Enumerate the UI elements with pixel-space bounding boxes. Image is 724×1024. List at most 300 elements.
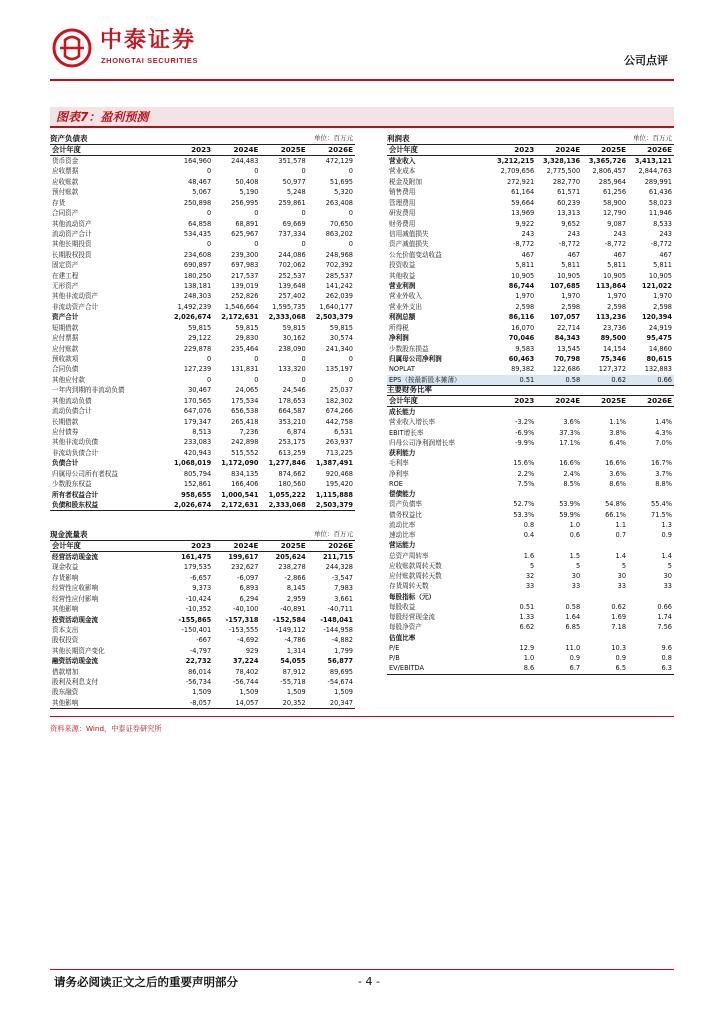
table-row bbox=[387, 250, 674, 260]
table-row bbox=[50, 698, 355, 709]
cell-value: 89,500 bbox=[600, 334, 627, 343]
cell-value: 0.9 bbox=[661, 531, 672, 539]
row-label: 资产合计 bbox=[52, 313, 79, 322]
cell-value: -8,057 bbox=[166, 698, 213, 709]
row-label: 税金及附加 bbox=[389, 177, 422, 186]
source-note: 资料来源：Wind，中泰证券研究所 bbox=[50, 724, 162, 733]
cell-value: 59,815 bbox=[235, 323, 259, 332]
row-label: 资本支出 bbox=[52, 625, 79, 634]
cell-value: 234,608 bbox=[183, 250, 212, 259]
cell-value: 199,617 bbox=[228, 553, 259, 561]
balance-sheet-table bbox=[50, 144, 355, 511]
row-label: 流动资产合计 bbox=[52, 229, 92, 238]
cell-value: 1,387,491 bbox=[315, 459, 353, 468]
cell-value: 25,037 bbox=[329, 386, 353, 395]
table-row bbox=[387, 448, 674, 458]
cell-value: 3,365,726 bbox=[588, 157, 627, 165]
table-row bbox=[387, 166, 674, 176]
footer-disclaimer: 请务必阅读正文之后的重要声明部分 bbox=[54, 975, 238, 989]
row-label: 应收票据 bbox=[52, 167, 79, 176]
table-row bbox=[387, 302, 674, 312]
cell-value: 55.4% bbox=[651, 500, 672, 509]
table-row bbox=[50, 323, 355, 333]
column-header-year: 2025E bbox=[582, 145, 628, 156]
cell-value: 30,467 bbox=[188, 386, 212, 395]
cell-value: 2,959 bbox=[286, 594, 306, 603]
table-header-row bbox=[387, 396, 674, 407]
cell-value: 6.62 bbox=[519, 623, 535, 632]
cell-value: 2,709,656 bbox=[500, 167, 535, 176]
row-label: 经营性应收影响 bbox=[52, 584, 99, 593]
figure-title: 图表7：盈利预测 bbox=[56, 110, 149, 124]
table-row bbox=[50, 385, 355, 395]
cell-value: 3,661 bbox=[334, 594, 353, 603]
column-header-year: 2026E bbox=[308, 541, 355, 552]
column-header-year: 2025E bbox=[260, 145, 307, 156]
cell-value: 1.0 bbox=[523, 654, 535, 662]
table-row bbox=[50, 187, 355, 197]
row-label: 股权投资 bbox=[52, 636, 79, 645]
column-header-year: 2023 bbox=[490, 145, 536, 156]
column-header-year: 2024E bbox=[536, 396, 582, 407]
document-type: 公司点评 bbox=[624, 54, 668, 67]
cell-value: 5 bbox=[621, 561, 627, 570]
income-statement-table bbox=[387, 144, 674, 386]
table-row bbox=[387, 417, 674, 427]
cell-value: -667 bbox=[196, 636, 212, 645]
table-row bbox=[387, 312, 674, 322]
cell-value: 86,744 bbox=[508, 282, 535, 291]
cell-value: 2,844,763 bbox=[638, 167, 672, 176]
cell-value: 122,686 bbox=[552, 365, 581, 374]
table-row bbox=[50, 291, 355, 301]
cell-value: 132,883 bbox=[644, 365, 672, 374]
row-label: 流动负债合计 bbox=[52, 407, 92, 416]
income-statement-unit: 单位：百万元 bbox=[633, 134, 672, 142]
table-row bbox=[387, 260, 674, 270]
cell-value: 353,210 bbox=[278, 417, 306, 426]
cell-value: 2,333,068 bbox=[268, 313, 306, 322]
row-label: 负债合计 bbox=[52, 459, 79, 468]
cell-value: 8.8% bbox=[655, 479, 672, 488]
cell-value: 179,535 bbox=[183, 563, 212, 572]
cell-value: 6.5 bbox=[582, 663, 628, 674]
row-label: EBIT增长率 bbox=[389, 428, 424, 437]
cell-value: 107,057 bbox=[550, 313, 581, 322]
cell-value: 52.7% bbox=[513, 500, 535, 509]
column-header-label: 会计年度 bbox=[387, 145, 490, 156]
cell-value: 2,598 bbox=[515, 302, 535, 311]
row-label: 利润总额 bbox=[389, 313, 416, 322]
row-label: 负债和股东权益 bbox=[50, 500, 166, 511]
cell-value: 120,394 bbox=[641, 313, 672, 322]
cell-value: 1,546,664 bbox=[224, 302, 259, 311]
column-header-year: 2024E bbox=[536, 145, 582, 156]
cell-value: 13,545 bbox=[557, 344, 581, 353]
column-header-year: 2023 bbox=[490, 396, 536, 407]
cell-value: 30 bbox=[571, 572, 581, 580]
cell-value: -54,674 bbox=[327, 678, 353, 687]
cell-value: 467 bbox=[567, 250, 581, 259]
table-row bbox=[387, 592, 674, 602]
column-header-year: 2023 bbox=[166, 541, 213, 552]
row-label: 其他非流动负债 bbox=[52, 438, 99, 447]
cell-value: 5,811 bbox=[653, 261, 672, 270]
cell-value: 0 bbox=[254, 355, 259, 364]
cell-value: 6,531 bbox=[334, 427, 353, 436]
column-header-year: 2024E bbox=[213, 541, 260, 552]
cell-value: 10,905 bbox=[511, 271, 535, 280]
cell-value: 282,770 bbox=[552, 177, 581, 186]
row-label: 成长能力 bbox=[389, 408, 416, 416]
cell-value: 152,861 bbox=[183, 480, 212, 489]
cell-value: 30 bbox=[663, 572, 672, 580]
cell-value: -40,891 bbox=[280, 605, 306, 614]
row-label: 股利及利息支付 bbox=[52, 678, 99, 687]
table-row bbox=[50, 437, 355, 447]
table-row bbox=[387, 530, 674, 540]
cell-value: 0.58 bbox=[536, 375, 582, 386]
table-row bbox=[387, 156, 674, 167]
column-header-year: 2023 bbox=[166, 145, 213, 156]
cell-value: 6.4% bbox=[609, 438, 627, 447]
row-label: 每股收益 bbox=[389, 602, 416, 611]
cell-value: 14,057 bbox=[213, 698, 260, 709]
row-label: 融资活动现金流 bbox=[52, 657, 99, 666]
cell-value: 1,314 bbox=[286, 646, 306, 655]
cell-value: 2,172,631 bbox=[213, 500, 260, 511]
cell-value: 6.85 bbox=[565, 623, 581, 632]
cell-value: 4.3% bbox=[655, 428, 672, 437]
row-label: 每股经营现金流 bbox=[389, 613, 436, 621]
cell-value: 37,224 bbox=[232, 657, 259, 666]
row-label: 净利率 bbox=[389, 469, 409, 478]
row-label: 投资收益 bbox=[389, 261, 416, 270]
cell-value: 1,068,019 bbox=[174, 459, 212, 468]
table-row bbox=[50, 417, 355, 427]
cell-value: 263,408 bbox=[325, 198, 353, 207]
row-label: 其他流动负债 bbox=[52, 396, 92, 405]
table-row bbox=[387, 229, 674, 239]
cell-value: 86,014 bbox=[188, 667, 212, 676]
row-label: 应付票据 bbox=[52, 334, 79, 343]
table-row bbox=[50, 479, 355, 489]
row-label: 其他非流动资产 bbox=[52, 292, 99, 301]
cell-value bbox=[582, 540, 628, 550]
cell-value: 7.56 bbox=[657, 623, 672, 632]
cell-value: 0.9 bbox=[569, 654, 581, 662]
cell-value: 8.6% bbox=[609, 479, 627, 488]
cell-value: 205,624 bbox=[275, 553, 306, 561]
cell-value: 164,960 bbox=[183, 157, 212, 165]
row-label: 营业外支出 bbox=[389, 302, 422, 311]
cell-value: 7.18 bbox=[611, 623, 627, 632]
cell-value: 127,239 bbox=[183, 365, 212, 374]
cell-value: 8,145 bbox=[286, 584, 306, 593]
cell-value: 1,115,888 bbox=[315, 490, 353, 499]
column-header-year: 2025E bbox=[260, 541, 307, 552]
row-label: 合同负债 bbox=[52, 365, 79, 374]
cell-value: 442,758 bbox=[325, 417, 353, 426]
column-header-year: 2026E bbox=[628, 145, 674, 156]
cell-value: 70,650 bbox=[329, 219, 353, 228]
cell-value: 20,352 bbox=[260, 698, 307, 709]
cell-value: 12,790 bbox=[602, 209, 627, 218]
table-row bbox=[50, 198, 355, 208]
cell-value bbox=[536, 633, 582, 643]
table-row bbox=[50, 552, 355, 563]
cell-value: 24,065 bbox=[235, 386, 259, 395]
table-row bbox=[387, 323, 674, 333]
cell-value: 195,420 bbox=[325, 480, 353, 489]
cell-value: 133,320 bbox=[278, 365, 306, 374]
cell-value: 59.9% bbox=[559, 510, 581, 519]
income-statement-title: 利润表 bbox=[387, 134, 410, 143]
cell-value: -9.9% bbox=[515, 438, 535, 447]
row-label: ROE bbox=[389, 479, 403, 488]
table-row bbox=[50, 458, 355, 468]
row-label: 应收账款 bbox=[52, 177, 79, 186]
table-row bbox=[387, 271, 674, 281]
page-number: - 4 - bbox=[358, 975, 380, 988]
cell-value: 1,970 bbox=[515, 292, 535, 301]
row-label: 一年内到期的非流动负债 bbox=[52, 386, 125, 395]
cell-value: -152,584 bbox=[272, 615, 306, 624]
row-label: EV/EBITDA bbox=[387, 663, 490, 674]
table-row bbox=[50, 500, 355, 511]
cell-value: 0.7 bbox=[615, 531, 627, 539]
cell-value bbox=[628, 448, 674, 458]
table-row bbox=[387, 633, 674, 643]
table-row bbox=[387, 581, 674, 591]
table-row bbox=[50, 333, 355, 343]
cell-value: 56,877 bbox=[327, 657, 353, 666]
row-label: 估值比率 bbox=[389, 633, 416, 642]
table-row bbox=[387, 344, 674, 354]
cell-value: 5,811 bbox=[515, 261, 535, 270]
cell-value: 9,652 bbox=[561, 219, 581, 228]
cell-value: 59,815 bbox=[282, 323, 306, 332]
row-label: 固定资产 bbox=[52, 261, 79, 270]
cell-value: -8,772 bbox=[512, 240, 535, 249]
row-label: 销售费用 bbox=[389, 188, 416, 197]
row-label: 少数股东权益 bbox=[52, 480, 92, 489]
row-label: 其他影响 bbox=[50, 698, 166, 709]
cell-value: 7.5% bbox=[517, 479, 535, 488]
cell-value: -8,772 bbox=[650, 240, 672, 249]
table-row bbox=[387, 281, 674, 291]
table-row bbox=[50, 354, 355, 364]
cell-value: -6.9% bbox=[515, 428, 535, 437]
cell-value: 1.3 bbox=[661, 520, 672, 529]
cell-value: -150,401 bbox=[181, 625, 212, 634]
cell-value: 5,320 bbox=[334, 188, 353, 197]
cell-value: 139,648 bbox=[278, 282, 306, 291]
cell-value: 182,302 bbox=[325, 396, 353, 405]
row-label: 归属母公司净利润 bbox=[389, 355, 442, 364]
source-divider bbox=[50, 716, 674, 717]
cell-value: 0 bbox=[301, 355, 306, 364]
row-label: 总资产周转率 bbox=[389, 551, 429, 560]
cell-value bbox=[536, 489, 582, 499]
cell-value: 252,537 bbox=[278, 271, 306, 280]
table-row bbox=[50, 625, 355, 635]
cell-value: -2,866 bbox=[284, 573, 306, 582]
row-label: 合同资产 bbox=[52, 209, 79, 218]
cash-flow-title-row bbox=[50, 529, 355, 540]
cell-value: 58,900 bbox=[602, 198, 627, 207]
cell-value: 2,026,674 bbox=[174, 313, 212, 322]
table-row bbox=[387, 510, 674, 520]
cell-value: 10.3 bbox=[611, 643, 627, 652]
cell-value: 8.6 bbox=[490, 663, 536, 674]
cell-value: 1.1 bbox=[615, 520, 627, 529]
table-row bbox=[50, 271, 355, 281]
cell-value: -149,112 bbox=[276, 625, 306, 634]
brand-name-en: ZHONGTAI SECURITIES bbox=[101, 56, 199, 65]
row-label: 毛利率 bbox=[389, 459, 409, 468]
cell-value: 7,983 bbox=[334, 584, 353, 593]
cell-value: 80,615 bbox=[646, 355, 672, 364]
cell-value: 5,248 bbox=[286, 188, 306, 197]
cell-value: 131,831 bbox=[231, 365, 259, 374]
cell-value bbox=[536, 540, 582, 550]
cell-value: -40,100 bbox=[232, 605, 259, 614]
cell-value: 1,595,735 bbox=[272, 302, 306, 311]
cell-value bbox=[628, 540, 674, 550]
cell-value: 244,483 bbox=[231, 157, 259, 165]
table-row bbox=[387, 499, 674, 509]
cell-value: -153,555 bbox=[228, 625, 259, 634]
row-label: 长期股权投资 bbox=[52, 250, 92, 259]
column-header-year: 2026E bbox=[308, 145, 355, 156]
cell-value: 135,197 bbox=[325, 365, 353, 374]
row-label: 在建工程 bbox=[52, 271, 79, 280]
cell-value: 2.4% bbox=[563, 469, 581, 478]
cell-value: 59,815 bbox=[329, 323, 353, 332]
table-row bbox=[50, 656, 355, 666]
cell-value bbox=[582, 633, 628, 643]
cell-value: 656,538 bbox=[231, 407, 259, 416]
row-label: 短期借款 bbox=[52, 323, 79, 332]
table-row bbox=[50, 208, 355, 218]
row-label: 净利润 bbox=[389, 334, 409, 343]
row-label: 其他长期资产变化 bbox=[52, 646, 105, 655]
cell-value: 2,598 bbox=[561, 302, 581, 311]
cell-value: 515,552 bbox=[231, 448, 259, 457]
cell-value: 70,046 bbox=[508, 334, 535, 343]
cell-value: 7,236 bbox=[239, 427, 259, 436]
table-row bbox=[50, 166, 355, 176]
cell-value: 9,583 bbox=[515, 344, 535, 353]
cell-value: 3,413,121 bbox=[634, 157, 672, 165]
cell-value: 0 bbox=[206, 240, 212, 249]
cell-value: 10,905 bbox=[648, 271, 672, 280]
row-label: 营业外收入 bbox=[389, 292, 422, 301]
cell-value: 243 bbox=[567, 229, 581, 238]
row-label: 少数股东损益 bbox=[389, 344, 429, 353]
cell-value: 467 bbox=[659, 250, 672, 259]
cell-value: 59,664 bbox=[511, 198, 535, 207]
cell-value: 29,830 bbox=[235, 334, 259, 343]
cell-value: 9,087 bbox=[607, 219, 627, 228]
table-row bbox=[50, 177, 355, 187]
cell-value: 0 bbox=[206, 355, 212, 364]
table-row bbox=[50, 239, 355, 249]
row-label: 经营性应付影响 bbox=[52, 594, 99, 603]
cell-value: 238,090 bbox=[278, 344, 306, 353]
cell-value: 1,799 bbox=[334, 646, 353, 655]
table-row bbox=[50, 302, 355, 312]
cell-value: 1,492,239 bbox=[177, 302, 212, 311]
cell-value: 0.9 bbox=[615, 654, 627, 662]
cell-value: -10,352 bbox=[185, 605, 212, 614]
cell-value: 86,116 bbox=[508, 313, 535, 322]
row-label: 其他应付款 bbox=[52, 375, 85, 384]
table-row bbox=[387, 602, 674, 612]
cell-value: 30,574 bbox=[329, 334, 353, 343]
cell-value: 0 bbox=[254, 167, 259, 176]
cell-value: 1,509 bbox=[286, 688, 306, 697]
table-row bbox=[50, 687, 355, 697]
footer-divider bbox=[50, 969, 674, 970]
cell-value: 121,022 bbox=[641, 282, 672, 291]
cell-value: 235,464 bbox=[231, 344, 259, 353]
cell-value: 139,019 bbox=[231, 282, 259, 291]
cell-value: -4,882 bbox=[331, 636, 353, 645]
cell-value: 6,874 bbox=[286, 427, 306, 436]
cell-value: 0.58 bbox=[565, 602, 581, 611]
cell-value: 33 bbox=[617, 582, 627, 591]
table-row bbox=[387, 653, 674, 663]
cell-value: 257,402 bbox=[278, 292, 306, 301]
cell-value: 2,806,457 bbox=[592, 167, 627, 176]
cell-value: 60,239 bbox=[557, 198, 581, 207]
cell-value: 1,055,222 bbox=[268, 490, 306, 499]
cell-value: 180,250 bbox=[183, 271, 212, 280]
cell-value: 30 bbox=[617, 572, 627, 580]
table-row bbox=[387, 364, 674, 374]
table-row bbox=[50, 677, 355, 687]
cell-value: 3.6% bbox=[609, 469, 627, 478]
row-label: 所得税 bbox=[389, 323, 409, 332]
cell-value bbox=[582, 407, 628, 418]
cell-value: 2.2% bbox=[517, 469, 535, 478]
ratios-title-row bbox=[387, 384, 674, 395]
table-row bbox=[50, 646, 355, 656]
table-row bbox=[387, 643, 674, 653]
table-row bbox=[387, 663, 674, 674]
table-row bbox=[387, 198, 674, 208]
table-row bbox=[387, 177, 674, 187]
row-label: 长期借款 bbox=[52, 417, 79, 426]
row-label: 财务费用 bbox=[389, 219, 416, 228]
cell-value: 161,475 bbox=[181, 553, 212, 561]
cell-value: -157,318 bbox=[225, 615, 259, 624]
table-row bbox=[50, 583, 355, 593]
row-label: 应付债券 bbox=[52, 427, 79, 436]
cell-value: 920,468 bbox=[325, 469, 353, 478]
cell-value: 243 bbox=[521, 229, 535, 238]
row-label: 其他长期投资 bbox=[52, 240, 92, 249]
cell-value: 53.9% bbox=[559, 500, 581, 509]
cell-value: 534,435 bbox=[183, 229, 212, 238]
cell-value: 11,946 bbox=[648, 209, 672, 218]
row-label: 存货 bbox=[52, 198, 66, 207]
row-label: 其他流动资产 bbox=[52, 219, 92, 228]
table-row bbox=[387, 540, 674, 550]
cell-value: 702,392 bbox=[325, 261, 353, 270]
